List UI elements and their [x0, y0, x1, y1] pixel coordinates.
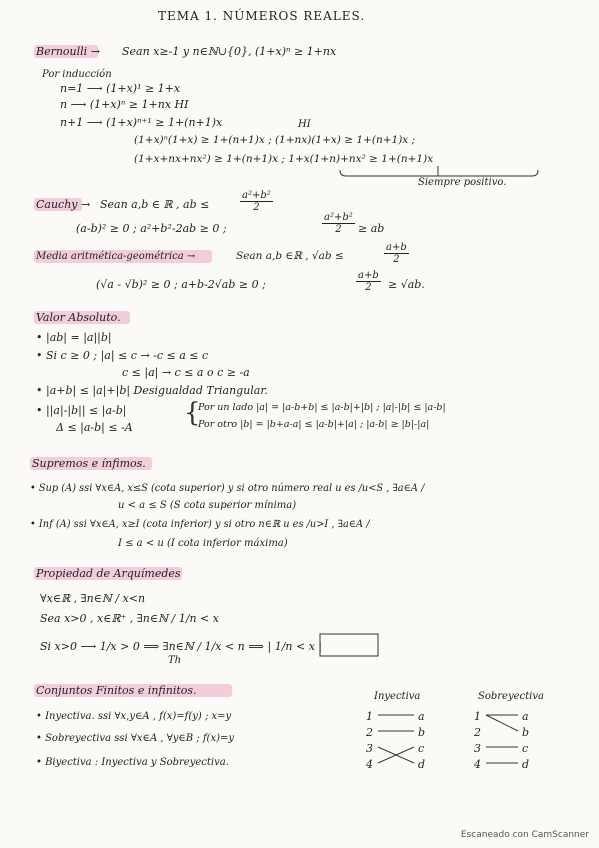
bernoulli-hi: HI — [298, 119, 311, 130]
media-frac-1-den: 2 — [393, 254, 400, 265]
media-line-1: Sean a,b ∈ℝ , √ab ≤ — [236, 250, 344, 262]
media-heading: Media aritmética-geométrica → — [36, 251, 196, 262]
bernoulli-siempre: Siempre positivo. — [418, 177, 507, 188]
media-frac-2-num: a+b — [358, 270, 379, 281]
cauchy-frac-2-num: a²+b² — [324, 212, 353, 223]
iny-right-c: c — [418, 742, 425, 755]
arquimedes-th: Th — [168, 655, 182, 666]
iny-right-a: a — [418, 710, 425, 723]
cauchy-frac-1-num: a²+b² — [242, 190, 271, 201]
bernoulli-statement: Sean x≥-1 y n∈ℕ∪{0}, (1+x)ⁿ ≥ 1+nx — [122, 45, 337, 58]
sobreyectiva-diagram-label: Sobreyectiva — [478, 691, 544, 702]
bernoulli-line-1: n=1 ⟶ (1+x)¹ ≥ 1+x — [60, 82, 181, 95]
conjuntos-inyectiva: • Inyectiva. ssi ∀x,y∈A , f(x)=f(y) ; x=y — [36, 711, 232, 722]
cauchy-line-1: Sean a,b ∈ ℝ , ab ≤ — [100, 198, 210, 211]
valor-bullet-3: • |a+b| ≤ |a|+|b| Desigualdad Triangular. — [36, 384, 268, 397]
bernoulli-induccion: Por inducción — [42, 69, 112, 80]
supremos-sup-b: u < a ≤ S (S cota superior mínima) — [118, 500, 297, 511]
sob-left-2: 2 — [474, 726, 481, 739]
conjuntos-sobreyectiva: • Sobreyectiva ssi ∀x∈A , ∀y∈B ; f(x)=y — [36, 733, 235, 744]
iny-left-3: 3 — [366, 742, 373, 755]
media-line-2b: ≥ √ab. — [388, 278, 425, 291]
bernoulli-underbrace — [340, 170, 538, 176]
page-title: TEMA 1. NÚMEROS REALES. — [158, 9, 366, 23]
bernoulli-line-5: (1+x+nx+nx²) ≥ 1+(n+1)x ; 1+x(1+n)+nx² ≥ 1+(n+1)x — [134, 153, 434, 165]
cauchy-heading: Cauchy → — [36, 198, 91, 211]
sob-left-3: 3 — [474, 742, 481, 755]
arquimedes-line-2: Sea x>0 , x∈ℝ⁺ , ∃n∈ℕ / 1/n < x — [40, 612, 219, 625]
media-frac-1-num: a+b — [386, 242, 407, 253]
inyectiva-diagram-label: Inyectiva — [374, 691, 421, 702]
media-line-2: (√a - √b)² ≥ 0 ; a+b-2√ab ≥ 0 ; — [96, 278, 266, 291]
iny-right-d: d — [418, 758, 426, 771]
bernoulli-line-4: (1+x)ⁿ(1+x) ≥ 1+(n+1)x ; (1+nx)(1+x) ≥ 1+(n+1)x ; — [134, 134, 416, 146]
supremos-heading: Supremos e ínfimos. — [32, 457, 146, 470]
arquimedes-box — [320, 634, 378, 656]
sob-line-2 — [486, 715, 518, 731]
valor-bullet-4d: Por otro |b| = |b+a-a| ≤ |a-b|+|a| ; |a-b| ≥ |b|-|a| — [198, 419, 430, 430]
iny-left-2: 2 — [366, 726, 373, 739]
cauchy-frac-2-den: 2 — [335, 224, 342, 235]
cauchy-frac-1-den: 2 — [253, 202, 260, 213]
valor-bullet-4c: Por un lado |a| = |a-b+b| ≤ |a-b|+|b| ; |a|-|b| ≤ |a-b| — [198, 402, 446, 413]
arquimedes-line-3: Si x>0 ⟶ 1/x > 0 ⟹ ∃n∈ℕ / 1/x < n ⟹ | 1/n < x | — [40, 640, 323, 653]
scanner-watermark: Escaneado con CamScanner — [460, 830, 589, 840]
sob-right-a: a — [522, 710, 529, 723]
valor-bullet-2b: c ≤ |a| → c ≤ a o c ≥ -a — [122, 366, 250, 379]
valor-bullet-4: • ||a|-|b|| ≤ |a-b| — [36, 404, 127, 417]
conjuntos-biyectiva: • Biyectiva : Inyectiva y Sobreyectiva. — [36, 757, 229, 768]
valor-heading: Valor Absoluto. — [36, 311, 121, 324]
cauchy-line-2b: ≥ ab — [358, 222, 385, 235]
sob-right-b: b — [522, 726, 530, 739]
sob-left-1: 1 — [474, 710, 481, 723]
cauchy-line-2: (a-b)² ≥ 0 ; a²+b²-2ab ≥ 0 ; — [76, 222, 227, 235]
supremos-inf-b: I ≤ a < u (I cota inferior máxima) — [118, 538, 288, 549]
arquimedes-line-1: ∀x∈ℝ , ∃n∈ℕ / x<n — [40, 592, 146, 605]
conjuntos-heading: Conjuntos Finitos e infinitos. — [36, 684, 197, 697]
media-frac-2-den: 2 — [365, 282, 372, 293]
iny-right-b: b — [418, 726, 426, 739]
bernoulli-line-3: n+1 ⟶ (1+x)ⁿ⁺¹ ≥ 1+(n+1)x — [60, 116, 223, 129]
iny-left-4: 4 — [366, 758, 373, 771]
sob-left-4: 4 — [474, 758, 481, 771]
valor-bullet-1: • |ab| = |a||b| — [36, 331, 112, 344]
arquimedes-heading: Propiedad de Arquímedes — [36, 567, 181, 580]
bernoulli-heading: Bernoulli → — [36, 45, 100, 58]
valor-brace: { — [184, 398, 201, 428]
supremos-sup: • Sup (A) ssi ∀x∈A, x≤S (cota superior) y si otro número real u es /u<S , ∃a∈A / — [30, 483, 425, 494]
bernoulli-line-2: n ⟶ (1+x)ⁿ ≥ 1+nx HI — [60, 98, 189, 111]
valor-bullet-4b: Δ ≤ |a-b| ≤ -A — [56, 421, 133, 434]
sob-right-c: c — [522, 742, 529, 755]
sob-right-d: d — [522, 758, 530, 771]
valor-bullet-2: • Si c ≥ 0 ; |a| ≤ c → -c ≤ a ≤ c — [36, 349, 209, 362]
iny-left-1: 1 — [366, 710, 373, 723]
supremos-inf: • Inf (A) ssi ∀x∈A, x≥I (cota inferior) y si otro n∈ℝ u es /u>I , ∃a∈A / — [30, 519, 370, 530]
